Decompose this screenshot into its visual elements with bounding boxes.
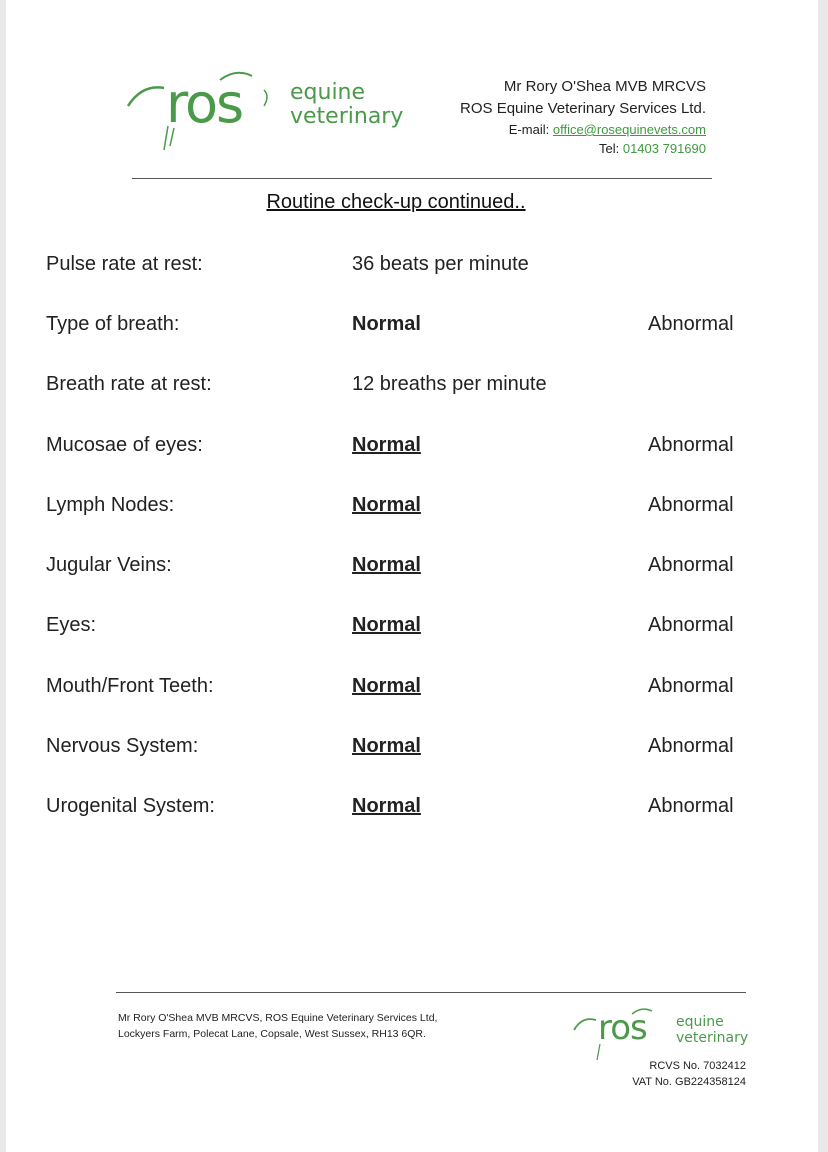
- option-abnormal: Abnormal: [648, 313, 734, 335]
- footer-registration: [632, 1058, 746, 1090]
- option-normal-selected: Normal: [352, 735, 421, 757]
- logo-mark: ros: [166, 72, 243, 135]
- checkup-row: [46, 313, 786, 343]
- checkup-row: [46, 494, 786, 524]
- tel-label: Tel:: [598, 141, 620, 156]
- footer-address-line1: Mr Rory O'Shea MVB MRCVS, ROS Equine Veterinary Services Ltd,: [118, 1012, 438, 1024]
- option-normal-selected: Normal: [352, 434, 421, 456]
- email-link[interactable]: office@rosequinevets.com: [552, 122, 706, 137]
- option-abnormal: Abnormal: [648, 434, 734, 456]
- footer-address: [118, 1010, 437, 1042]
- option-abnormal: Abnormal: [648, 795, 734, 817]
- checkup-row: [46, 373, 786, 403]
- header-divider: [132, 178, 712, 179]
- checkup-row: [46, 253, 786, 283]
- checkup-row: [46, 735, 786, 765]
- header-logo: [124, 66, 404, 156]
- checkup-row: [46, 614, 786, 644]
- row-label: Breath rate at rest:: [46, 373, 212, 395]
- row-label: Pulse rate at rest:: [46, 253, 203, 275]
- page-title: Routine check-up continued..: [266, 191, 526, 213]
- footer-divider: [116, 992, 746, 993]
- contact-tel-line: [460, 139, 706, 158]
- row-value: 12 breaths per minute: [352, 373, 547, 395]
- contact-name: Mr Rory O'Shea MVB MRCVS: [503, 78, 706, 95]
- option-abnormal: Abnormal: [648, 675, 734, 697]
- option-normal-selected: Normal: [352, 554, 421, 576]
- document-page: [6, 0, 818, 1152]
- row-label: Type of breath:: [46, 313, 180, 335]
- header-contact: [460, 76, 706, 158]
- footer-address-line2: Lockyers Farm, Polecat Lane, Copsale, West Sussex, RH13 6QR.: [118, 1028, 426, 1040]
- row-label: Nervous System:: [46, 735, 199, 757]
- checkup-row: [46, 795, 786, 825]
- logo-line1: equine: [290, 80, 366, 105]
- row-label: Jugular Veins:: [46, 554, 172, 576]
- option-abnormal: Abnormal: [648, 494, 734, 516]
- logo-line2: veterinary: [290, 104, 404, 129]
- option-abnormal: Abnormal: [648, 554, 734, 576]
- checkup-row: [46, 554, 786, 584]
- row-label: Mucosae of eyes:: [46, 434, 203, 456]
- footer-logo-mark: ros: [598, 1008, 647, 1048]
- footer-logo-line2: veterinary: [676, 1030, 749, 1046]
- email-label: E-mail:: [508, 122, 550, 137]
- contact-company: ROS Equine Veterinary Services Ltd.: [460, 100, 706, 117]
- option-abnormal: Abnormal: [648, 735, 734, 757]
- footer-logo: [572, 1004, 752, 1062]
- rcvs-number: RCVS No. 7032412: [649, 1060, 746, 1072]
- option-normal: Normal: [352, 313, 421, 335]
- checkup-row: [46, 434, 786, 464]
- row-value: 36 beats per minute: [352, 253, 529, 275]
- footer-logo-line1: equine: [676, 1014, 724, 1030]
- option-normal-selected: Normal: [352, 795, 421, 817]
- option-normal-selected: Normal: [352, 675, 421, 697]
- option-normal-selected: Normal: [352, 614, 421, 636]
- checkup-row: [46, 675, 786, 705]
- contact-email-line: [460, 120, 706, 139]
- row-label: Mouth/Front Teeth:: [46, 675, 214, 697]
- tel-number: 01403 791690: [622, 141, 706, 156]
- row-label: Eyes:: [46, 614, 97, 636]
- row-label: Urogenital System:: [46, 795, 215, 817]
- vat-number: VAT No. GB224358124: [632, 1076, 746, 1088]
- option-normal-selected: Normal: [352, 494, 421, 516]
- option-abnormal: Abnormal: [648, 614, 734, 636]
- row-label: Lymph Nodes:: [46, 494, 175, 516]
